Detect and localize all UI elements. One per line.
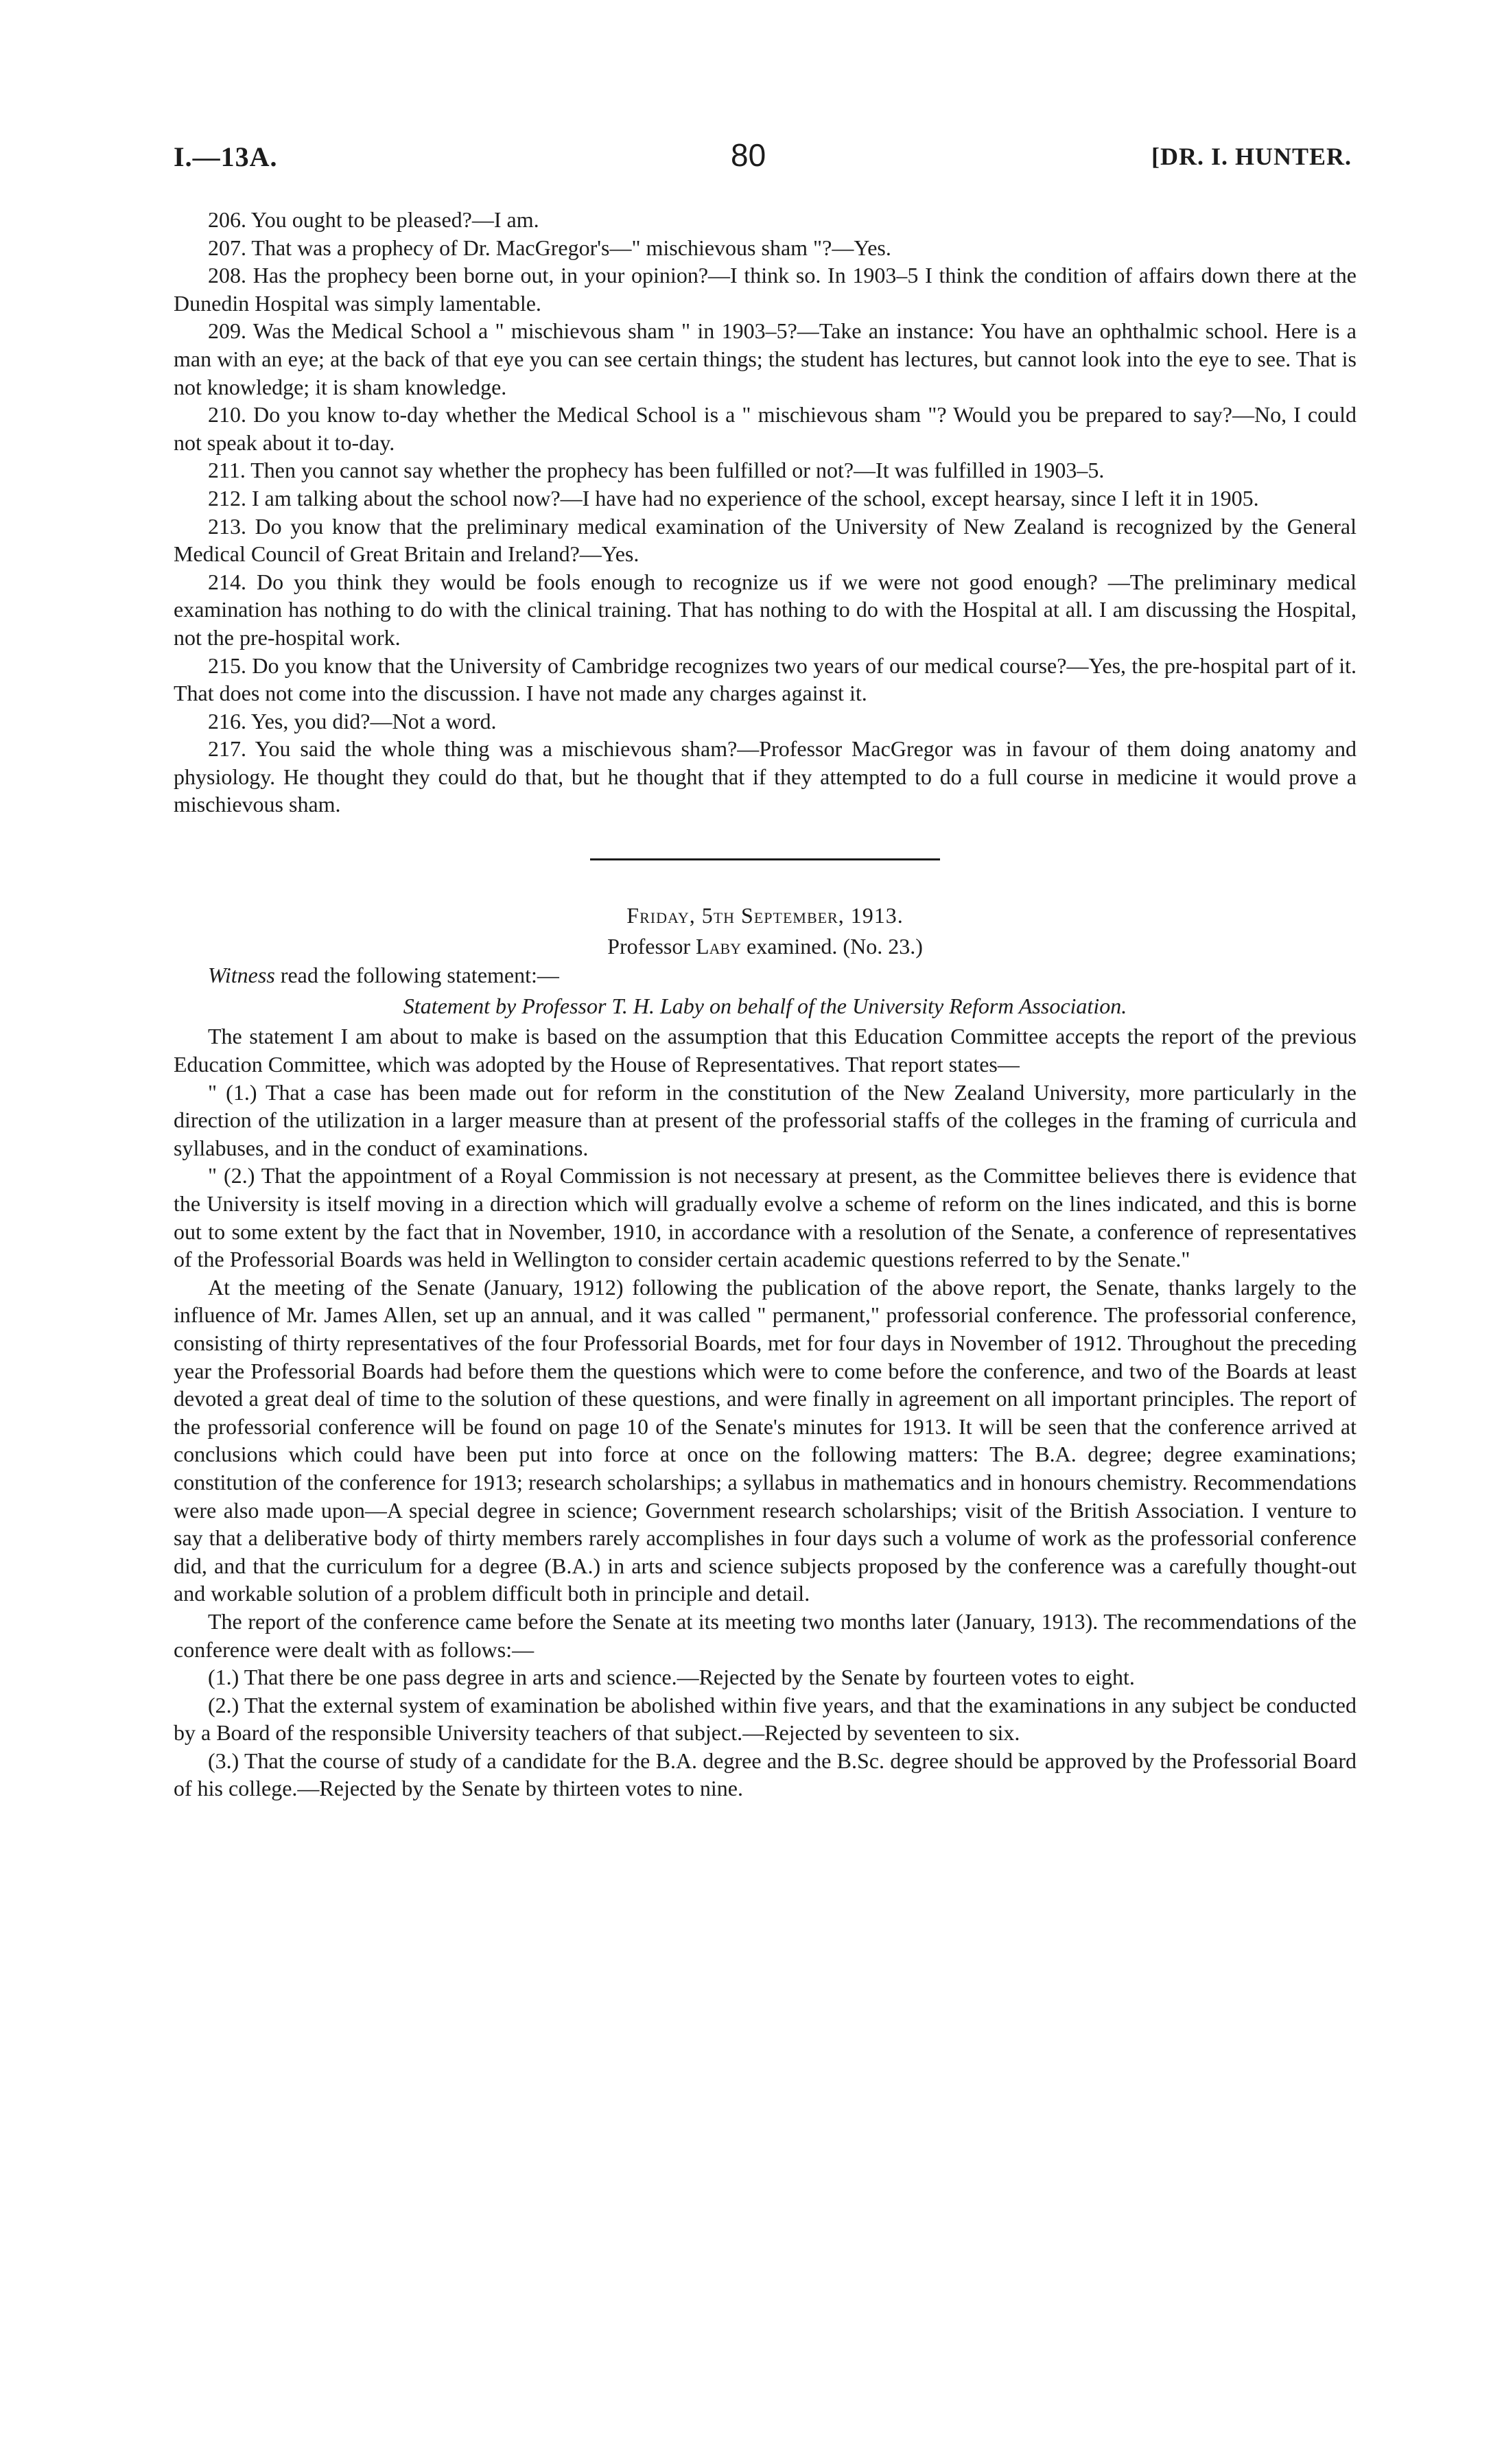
qa-paragraph: 206. You ought to be pleased?—I am. (208, 207, 539, 232)
qa-paragraph: 217. You said the whole thing was a mischievous sham?—Professor MacGregor was in favour of them doing anatomy and physiology. He thought they could do that, but he thought that if they attempted to do a full course in medicine it would prove a mischievous sham. (174, 736, 1357, 817)
report-reference: I.—13A. (174, 141, 278, 172)
witness-line (174, 961, 1357, 989)
statement-paragraph: (3.) That the course of study of a candidate for the B.A. degree and the B.Sc. degree should be approved by the Professorial Board of his college.—Rejected by the Senate by thirteen votes to nine. (174, 1748, 1357, 1801)
qa-paragraph: 207. That was a prophecy of Dr. MacGregor's—" mischievous sham "?—Yes. (208, 235, 891, 260)
examined-prefix: Professor (607, 933, 691, 959)
qa-paragraph: 214. Do you think they would be fools enough to recognize us if we were not good enough? —The preliminary medical examination has nothing to do with the clinical training. That has nothing to do with the Hospital at all. I am discussing the Hospital, not the pre-hospital work. (174, 569, 1357, 650)
qa-paragraph: 215. Do you know that the University of Cambridge recognizes two years of our medical course?—Yes, the pre-hospital part of it. That does not come into the discussion. I have not made any charges against it. (174, 653, 1357, 706)
page-body (174, 206, 1357, 1803)
witness-word: Witness (208, 963, 275, 988)
qa-paragraph: 212. I am talking about the school now?—I have had no experience of the school, except hearsay, since I left it in 1905. (208, 485, 1259, 511)
qa-paragraph: 213. Do you know that the preliminary medical examination of the University of New Zealand is recognized by the General Medical Council of Great Britain and Ireland?—Yes. (174, 513, 1357, 567)
qa-paragraph: 209. Was the Medical School a " mischievous sham " in 1903–5?—Take an instance: You have an ophthalmic school. Here is a man with an eye; at the back of that eye you can see certain things; the student has lectures, but cannot look into the eye to see. That is not knowledge; it is sham knowledge. (174, 318, 1357, 399)
statement-paragraph: At the meeting of the Senate (January, 1912) following the publication of the above report, the Senate, thanks largely to the influence of Mr. James Allen, set up an annual, and it was called " permanent," professorial conference. The professorial conference, consisting of thirty representatives of the four Professorial Boards, met for four days in November of 1912. Throughout the preceding year the Professorial Boards had before them the questions which were to come before the conference, and two of the Boards at least devoted a great deal of time to the solution of these questions, and were finally in agreement on all important principles. The report of the professorial conference will be found on page 10 of the Senate's minutes for 1913. It will be seen that the conference arrived at conclusions which could have been put into force at once on the following matters: The B.A. degree; degree examinations; constitution of the conference for 1913; research scholarships; a syllabus in mathematics and in honours chemistry. Recommendations were also made upon—A special degree in science; Government research scholarships; visit of the British Association. I venture to say that a deliberative body of thirty members rarely accomplishes in four days such a volume of work as the professorial conference did, and that the curriculum for a degree (B.A.) in arts and science subjects proposed by the conference was a carefully thought-out and workable solution of a problem difficult both in principle and detail. (174, 1274, 1357, 1606)
qa-paragraph: 210. Do you know to-day whether the Medical School is a " mischievous sham "? Would you be prepared to say?—No, I could not speak about it to-day. (174, 402, 1357, 455)
statement-paragraph: The report of the conference came before the Senate at its meeting two months later (January, 1913). The recommendations of the conference were dealt with as follows:— (174, 1608, 1357, 1662)
qa-paragraph: 216. Yes, you did?—Not a word. (208, 708, 497, 734)
statement-paragraph: (1.) That there be one pass degree in arts and science.—Rejected by the Senate by fourteen votes to eight. (208, 1665, 1135, 1690)
examined-line (174, 932, 1357, 961)
examined-name: Laby (696, 933, 742, 959)
qa-paragraph: 208. Has the prophecy been borne out, in your opinion?—I think so. In 1903–5 I think the condition of affairs down there at the Dunedin Hospital was simply lamentable. (174, 263, 1357, 316)
witness-name-header: [DR. I. HUNTER. (1151, 143, 1352, 170)
statement-paragraph: " (1.) That a case has been made out for reform in the constitution of the New Zealand University, more particularly in the direction of the utilization in a larger measure than at present of the professorial staffs of the colleges in the framing of curricula and syllabuses, and in the conduct of examinations. (174, 1079, 1357, 1160)
statement-paragraph: " (2.) That the appointment of a Royal Commission is not necessary at present, as the Committee believes there is evidence that the University is itself moving in a direction which will gradually evolve a scheme of reform on the lines indicated, and this is borne out to some extent by the fact that in November, 1910, in accordance with a resolution of the Senate, a conference of representatives of the Professorial Boards was held in Wellington to consider certain academic questions referred to by the Senate." (174, 1163, 1357, 1272)
session-date: Friday, 5th September, 1913. (626, 903, 904, 928)
section-divider (590, 858, 940, 860)
statement-title: Statement by Professor T. H. Laby on behalf of the University Reform Association. (403, 993, 1127, 1018)
statement-paragraph: The statement I am about to make is based on the assumption that this Education Committee accepts the report of the previous Education Committee, which was adopted by the House of Representatives. That report states— (174, 1024, 1357, 1077)
page-header (0, 137, 1491, 182)
examined-suffix: examined. (No. 23.) (747, 933, 923, 959)
qa-paragraph: 211. Then you cannot say whether the prophecy has been fulfilled or not?—It was fulfilled in 1903–5. (208, 458, 1105, 483)
statement-paragraph: (2.) That the external system of examination be abolished within five years, and that the examinations in any subject be conducted by a Board of the responsible University teachers of that subject.—Rejected by seventeen to six. (174, 1692, 1357, 1746)
witness-rest: read the following statement:— (280, 963, 559, 988)
page-number: 80 (731, 137, 766, 173)
